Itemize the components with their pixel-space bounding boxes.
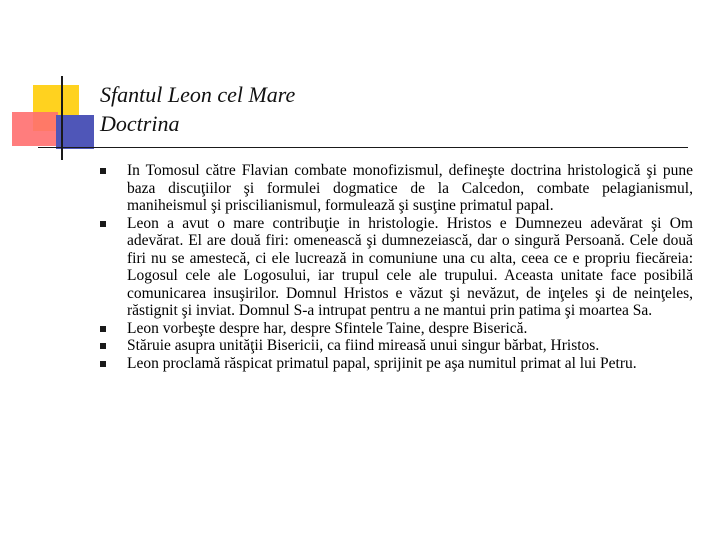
slide-title: [100, 80, 295, 138]
bullet-text: Stăruie asupra unităţii Bisericii, ca fiind mireasă unui singur bărbat, Hristos.: [127, 337, 600, 354]
bullet-text: Leon vorbeşte despre har, despre Sfintele Taine, despre Biserică.: [127, 319, 528, 337]
slide-title-line-1: Sfantul Leon cel Mare: [100, 82, 296, 107]
bullet-list: [98, 162, 693, 372]
bullet-item: [98, 337, 693, 355]
slide-title-line-2: Doctrina: [100, 111, 180, 136]
square-bullet-icon: [100, 168, 106, 174]
square-bullet-icon: [100, 343, 106, 349]
bullet-text: In Tomosul către Flavian combate monofizismul, defineşte doctrina hristologică şi pune baza discuţiilor şi formulei dogmatice de la Calcedon, combate pelagianismul, maniheismul şi priscilianismul, formulează şi susţine primatul papal.: [127, 162, 693, 214]
bullet-text: Leon a avut o mare contribuţie in hristologie. Hristos e Dumnezeu adevărat şi Om adevărat. El are două firi: omenească şi dumnezeiască, dar o singură Persoană. Cele două firi nu se amestecă, ci ele lucrează in comuniune una cu alta, ceea ce e propriu fiecăreia: Logosul cele ale Logosului, iar trupul cele ale trupului. Aceasta unitate face posibilă comunicarea insuşirilor. Domnul Hristos e văzut şi nevăzut, de inţeles şi de neinţeles, răstignit şi inviat. Domnul S-a intrupat pentru a ne mantui prin patima şi moartea Sa.: [127, 214, 693, 319]
title-divider-line: [38, 147, 688, 148]
square-bullet-icon: [100, 361, 106, 367]
bullet-item: [98, 162, 693, 215]
square-bullet-icon: [100, 221, 106, 227]
bullet-text: Leon proclamă răspicat primatul papal, sprijinit pe aşa numitul primat al lui Petru.: [127, 354, 637, 372]
bullet-item: [98, 320, 693, 338]
square-bullet-icon: [100, 326, 106, 332]
bullet-item: [98, 215, 693, 320]
decor-red-square: [12, 112, 58, 146]
bullet-item: [98, 355, 693, 373]
